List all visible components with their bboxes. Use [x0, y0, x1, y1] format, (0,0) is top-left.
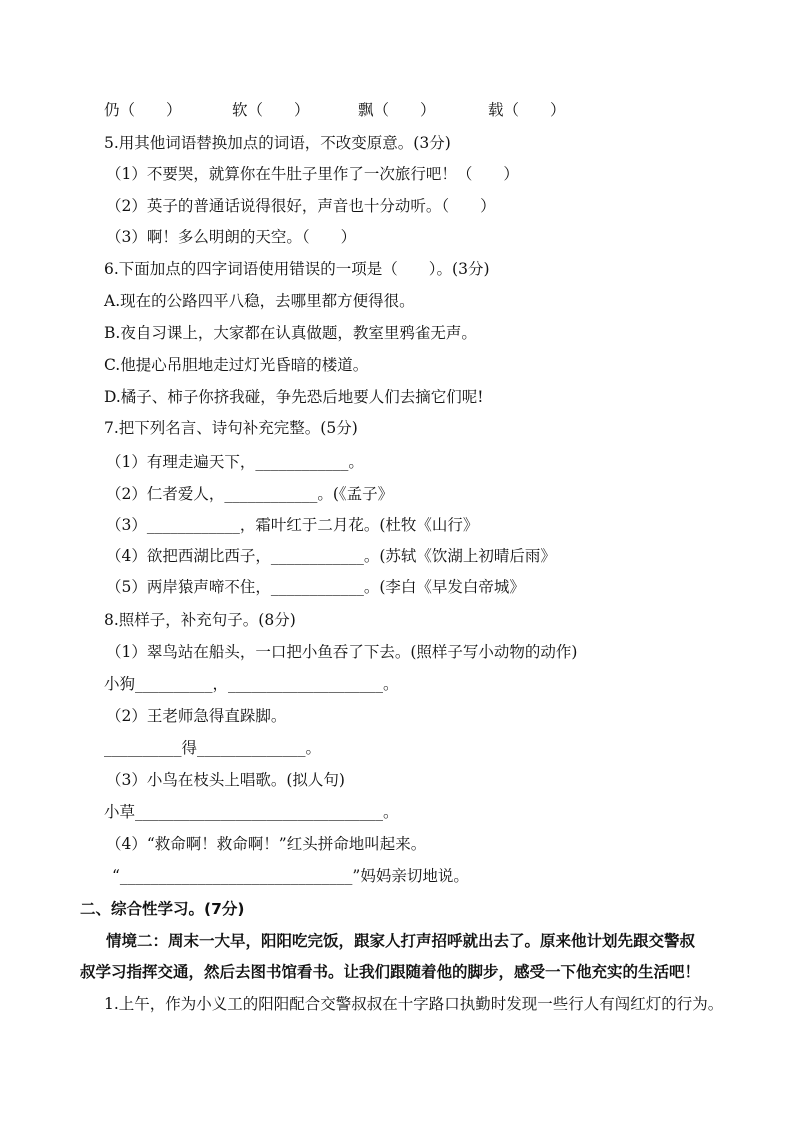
q4-item: 软（ ）: [232, 101, 310, 119]
q5-item-2: （2）英子的普通话说得很好，声音也十分动听。（ ）: [106, 197, 496, 215]
q8-line-4: （4）“救命啊！救命啊！”红头拼命地叫起来。: [106, 835, 427, 853]
q5-item-3: （3）啊！多么明朗的天空。（ ）: [106, 228, 357, 246]
q7-title: 7.把下列名言、诗句补充完整。(5分): [104, 419, 358, 437]
q6-title: 6.下面加点的四字词语使用错误的一项是（ ）。(3分): [104, 260, 490, 278]
q6-option-b: B.夜自习课上，大家都在认真做题，教室里鸦雀无声。: [104, 324, 477, 342]
q7-item-3: （3）____________，霜叶红于二月花。(杜牧《山行》: [106, 516, 479, 534]
q8-line-1: （1）翠鸟站在船头，一口把小鱼吞了下去。(照样子写小动物的动作): [106, 643, 578, 661]
q4-item: 仍（ ）: [104, 101, 182, 119]
q6-option-d: D.橘子、柿子你挤我碰，争先恐后地要人们去摘它们呢!: [104, 388, 484, 406]
q8-answer-blank-2[interactable]: __________得______________。: [104, 739, 322, 757]
section-2-question-1: 1.上午，作为小义工的阳阳配合交警叔叔在十字路口执勤时发现一些行人有闯红灯的行为。: [104, 995, 724, 1013]
q6-option-a: A.现在的公路四平八稳，去哪里都方便得很。: [104, 292, 415, 310]
q7-item-1: （1）有理走遍天下，____________。: [106, 453, 364, 471]
q5-item-1: （1）不要哭，就算你在牛肚子里作了一次旅行吧！（ ）: [106, 165, 519, 183]
q7-item-4: （4）欲把西湖比西子，____________。(苏轼《饮湖上初晴后雨》: [106, 547, 556, 565]
q6-option-c: C.他提心吊胆地走过灯光昏暗的楼道。: [104, 356, 369, 374]
q8-title: 8.照样子，补充句子。(8分): [104, 611, 296, 629]
scenario-text-line-2: 叔学习指挥交通，然后去图书馆看书。让我们跟随着他的脚步，感受一下他充实的生活吧！: [80, 962, 701, 981]
q8-line-3: （3）小鸟在枝头上唱歌。(拟人句): [106, 771, 345, 789]
q4-item: 飘（ ）: [358, 101, 436, 119]
q5-title: 5.用其他词语替换加点的词语，不改变原意。(3分): [104, 134, 451, 152]
section-2-heading: 二、综合性学习。(7分): [80, 900, 245, 918]
q4-item: 载（ ）: [488, 101, 566, 119]
scenario-text-line-1: 情境二：周末一大早，阳阳吃完饭，跟家人打声招呼就出去了。原来他计划先跟交警叔: [106, 931, 696, 950]
q7-item-2: （2）仁者爱人，____________。(《孟子》: [106, 485, 394, 503]
q8-answer-blank-3[interactable]: 小草________________________________。: [104, 803, 399, 821]
q8-line-2: （2）王老师急得直跺脚。: [106, 707, 287, 725]
q8-answer-blank-1[interactable]: 小狗__________，____________________。: [104, 675, 399, 693]
q7-item-5: （5）两岸猿声啼不住，____________。(李白《早发白帝城》: [106, 578, 525, 596]
q8-answer-blank-4[interactable]: “______________________________”妈妈亲切地说。: [112, 867, 469, 885]
